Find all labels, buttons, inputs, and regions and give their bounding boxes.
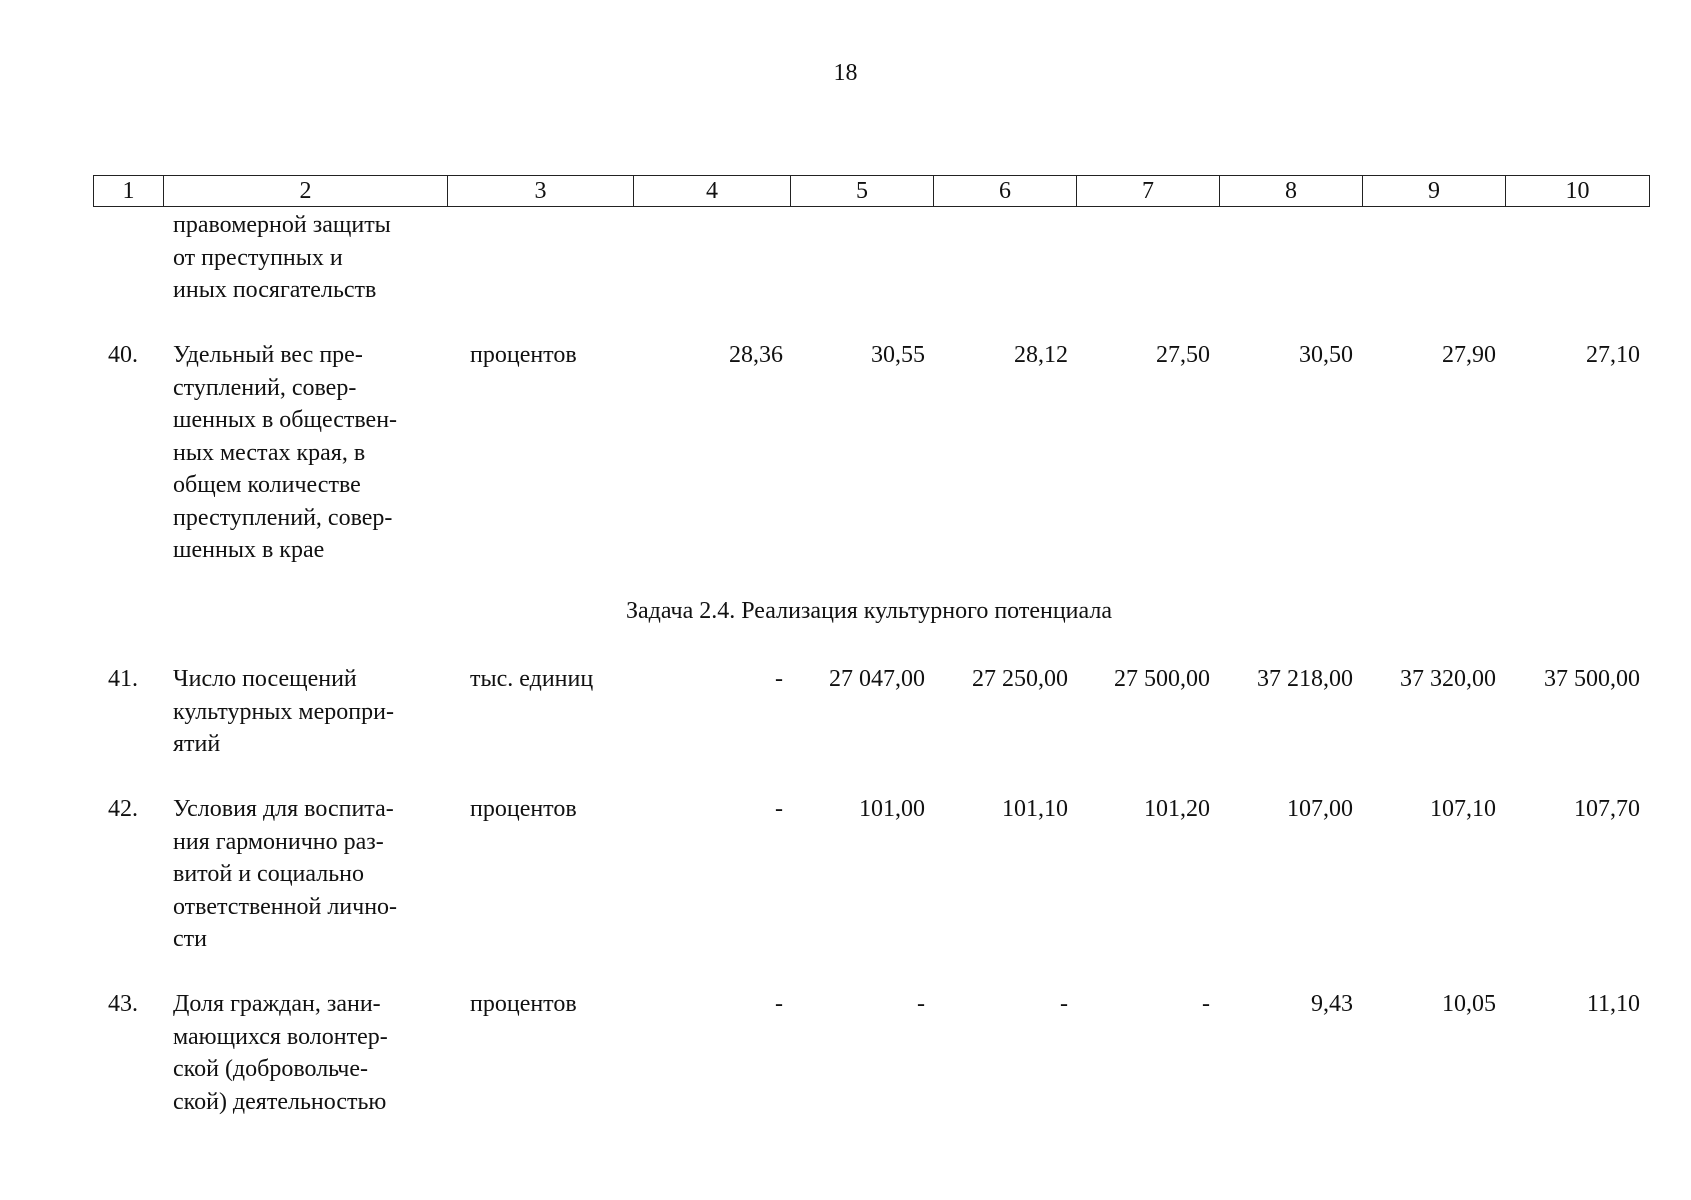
value-col-9: 27,90 xyxy=(1442,342,1496,368)
row-number: 42. xyxy=(108,796,138,822)
continuation-text xyxy=(173,209,448,307)
value-col-4: 28,36 xyxy=(729,342,783,368)
text-line: мающихся волонтер- xyxy=(173,1023,388,1050)
text-line: ступлений, совер- xyxy=(173,374,357,401)
row-number: 40. xyxy=(108,342,138,368)
value-col-10: 37 500,00 xyxy=(1544,666,1640,692)
text-line: Условия для воспита- xyxy=(173,796,394,822)
text-line: Число посещений xyxy=(173,666,357,692)
value-col-6: 28,12 xyxy=(1014,342,1068,368)
page-number: 18 xyxy=(833,60,858,86)
value-col-8: 107,00 xyxy=(1287,796,1353,822)
column-header-4: 4 xyxy=(634,176,791,207)
column-header-7: 7 xyxy=(1077,176,1220,207)
value-col-10: 107,70 xyxy=(1574,796,1640,822)
row-number: 43. xyxy=(108,991,138,1017)
value-col-7: 27,50 xyxy=(1156,342,1210,368)
column-header-5: 5 xyxy=(791,176,934,207)
value-col-7: - xyxy=(1202,991,1210,1017)
value-col-7: 27 500,00 xyxy=(1114,666,1210,692)
text-line: ных местах края, в xyxy=(173,439,366,466)
value-col-4: - xyxy=(775,991,783,1017)
value-col-9: 37 320,00 xyxy=(1400,666,1496,692)
text-line: ответственной лично- xyxy=(173,893,398,920)
value-col-5: 101,00 xyxy=(859,796,925,822)
text-line: преступлений, совер- xyxy=(173,504,393,531)
text-line: культурных меропри- xyxy=(173,698,394,725)
indicator-name xyxy=(173,988,448,1118)
text-line: иных посягательств xyxy=(173,277,377,303)
value-col-9: 107,10 xyxy=(1430,796,1496,822)
text-line: ятий xyxy=(173,731,221,757)
text-line: шенных в обществен- xyxy=(173,407,398,433)
text-line: ния гармонично раз- xyxy=(173,828,384,855)
value-col-5: 30,55 xyxy=(871,342,925,368)
task-heading: Задача 2.4. Реализация культурного потенциала xyxy=(625,598,1113,624)
unit: тыс. единиц xyxy=(470,666,594,692)
text-line: общем количестве xyxy=(173,472,361,498)
text-line: от преступных и xyxy=(173,244,343,271)
value-col-10: 27,10 xyxy=(1586,342,1640,368)
unit: процентов xyxy=(470,342,577,368)
value-col-5: 27 047,00 xyxy=(829,666,925,692)
value-col-4: - xyxy=(775,796,783,822)
text-line: витой и социально xyxy=(173,861,365,887)
column-header-8: 8 xyxy=(1220,176,1363,207)
value-col-8: 9,43 xyxy=(1311,991,1353,1017)
indicator-name xyxy=(173,793,448,956)
column-header-2: 2 xyxy=(164,176,448,207)
unit: процентов xyxy=(470,796,577,822)
column-header-row xyxy=(94,176,1650,207)
value-col-7: 101,20 xyxy=(1144,796,1210,822)
text-line: сти xyxy=(173,926,207,952)
indicator-name xyxy=(173,339,448,567)
text-line: Доля граждан, зани- xyxy=(173,991,381,1017)
row-number: 41. xyxy=(108,666,138,692)
column-header-9: 9 xyxy=(1363,176,1506,207)
unit: процентов xyxy=(470,991,577,1017)
value-col-5: - xyxy=(917,991,925,1017)
value-col-4: - xyxy=(775,666,783,692)
column-header-10: 10 xyxy=(1506,176,1650,207)
indicator-name xyxy=(173,663,448,761)
text-line: ской (добровольче- xyxy=(173,1056,369,1082)
value-col-8: 30,50 xyxy=(1299,342,1353,368)
value-col-6: 101,10 xyxy=(1002,796,1068,822)
value-col-6: 27 250,00 xyxy=(972,666,1068,692)
value-col-10: 11,10 xyxy=(1586,991,1640,1017)
text-line: правомерной защиты xyxy=(173,212,391,238)
value-col-6: - xyxy=(1060,991,1068,1017)
text-line: Удельный вес пре- xyxy=(173,342,363,368)
value-col-8: 37 218,00 xyxy=(1257,666,1353,692)
column-header-3: 3 xyxy=(448,176,634,207)
column-header-1: 1 xyxy=(94,176,164,207)
value-col-9: 10,05 xyxy=(1442,991,1496,1017)
column-header-table xyxy=(93,175,1650,207)
text-line: шенных в крае xyxy=(173,537,325,563)
column-header-6: 6 xyxy=(934,176,1077,207)
text-line: ской) деятельностью xyxy=(173,1088,387,1115)
